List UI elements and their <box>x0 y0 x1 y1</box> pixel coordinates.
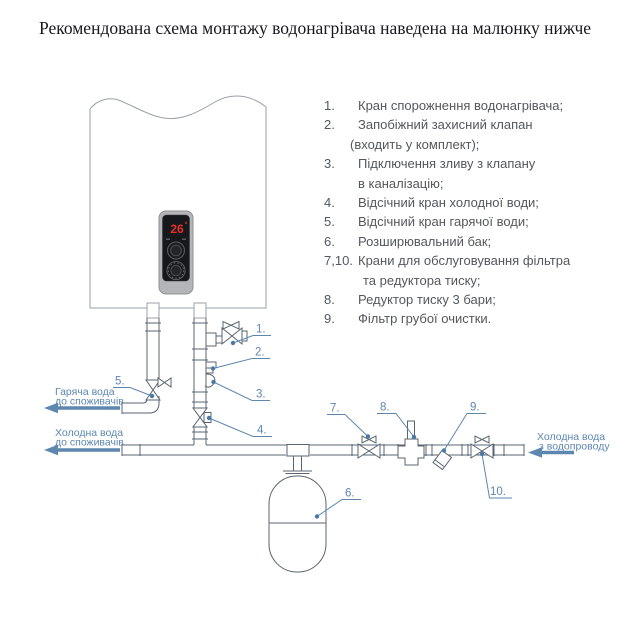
legend-item-text-2: та редуктора тиску; <box>363 272 481 288</box>
legend-item-number: 6. <box>324 233 335 249</box>
control-panel <box>159 211 193 294</box>
callout-10: 10. <box>490 486 506 498</box>
legend-item <box>318 96 614 115</box>
callout-7: 7. <box>330 402 340 415</box>
legend-item <box>318 232 614 251</box>
legend-item-text: Запобіжний захисний клапан <box>358 117 533 133</box>
temperature-display: 26 <box>170 222 184 236</box>
legend-item-number: 9. <box>324 311 335 327</box>
legend-item-number: 1. <box>324 98 335 113</box>
lower-knob <box>167 262 185 280</box>
temperature-unit: ° <box>184 220 188 229</box>
cold-in-label-1: Холодна вода <box>537 431 606 443</box>
cold-out-label-1: Холодна вода <box>55 427 124 439</box>
legend-item-text: Фільтр грубої очистки. <box>358 311 492 327</box>
legend-item-number: 3. <box>324 156 335 172</box>
hot-water-pipe <box>122 318 171 414</box>
legend-item <box>318 115 614 154</box>
page-title: Рекомендована схема монтажу водонагрівача наведена на малюнку нижче <box>38 18 592 38</box>
hot-out-label-1: Гаряча вода <box>55 386 115 398</box>
legend-item-number: 8. <box>324 292 335 308</box>
legend-item-text: Підключення зливу з клапану <box>358 156 536 172</box>
upper-knob <box>168 242 185 259</box>
legend-item-number: 7,10. <box>324 253 353 269</box>
legend-item-number: 5. <box>324 214 335 230</box>
cold-out-label-2: до споживачів <box>55 436 124 449</box>
legend-item-text-2: (входить у комплект); <box>350 136 480 152</box>
callout-6: 6. <box>345 487 355 500</box>
callout-3: 3. <box>256 388 266 401</box>
callout-2: 2. <box>255 346 265 359</box>
callout-9: 9. <box>470 401 480 414</box>
cold-water-main <box>122 444 524 456</box>
legend-item <box>318 154 614 193</box>
legend-item-number: 2. <box>324 117 335 133</box>
legend-item <box>318 212 614 231</box>
callout-8: 8. <box>380 401 390 414</box>
legend-item-text: Відсічний кран гарячої води; <box>358 214 529 230</box>
legend-item <box>318 309 614 328</box>
coarse-filter <box>433 451 452 470</box>
callout-4: 4. <box>257 424 267 437</box>
legend-item-number: 4. <box>324 195 335 211</box>
drain-valve <box>206 322 247 347</box>
pressure-reducer <box>398 421 424 465</box>
legend-item-text: Відсічний кран холодної води; <box>358 195 539 211</box>
cold-in-label-2: з водопроводу <box>539 440 610 453</box>
legend-item-text: Редуктор тиску 3 бари; <box>358 292 496 308</box>
legend <box>318 96 614 329</box>
legend-item-text: Розширювальний бак; <box>358 233 492 249</box>
legend-item <box>318 193 614 212</box>
legend-item <box>318 290 614 309</box>
legend-item-text-2: в каналізацію; <box>358 175 444 191</box>
callout-5: 5. <box>115 375 125 388</box>
callout-1: 1. <box>256 323 266 336</box>
legend-item <box>318 251 614 290</box>
legend-item-text: Кран спорожнення водонагрівача; <box>358 98 564 113</box>
expansion-tank <box>269 445 326 573</box>
legend-item-text: Крани для обслуговування фільтра <box>358 253 571 269</box>
hot-out-label-2: до споживачів <box>55 395 124 408</box>
